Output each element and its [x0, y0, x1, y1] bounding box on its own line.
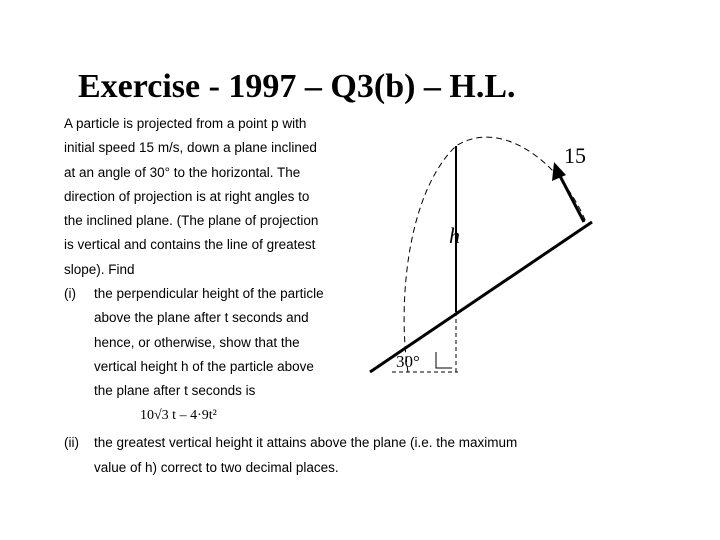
- intro-line-7: slope). Find: [64, 261, 135, 277]
- slide-title: Exercise - 1997 – Q3(b) – H.L.: [78, 68, 516, 105]
- intro-line-2: initial speed 15 m/s, down a plane inclined: [64, 140, 317, 156]
- part-i-label: (i): [64, 286, 76, 302]
- intro-line-3: at an angle of 30° to the horizontal. The: [64, 164, 301, 180]
- intro-line-5: the inclined plane. (The plane of projection: [64, 213, 319, 229]
- intro-line-4: direction of projection is at right angles to: [64, 188, 310, 204]
- intro-line-1: A particle is projected from a point p with: [64, 116, 307, 131]
- angle-label: 30°: [396, 352, 420, 371]
- part-ii-line-1: the greatest vertical height it attains above the plane (i.e. the maximum: [94, 435, 518, 450]
- part-i-line-3: hence, or otherwise, show that the: [94, 334, 300, 350]
- part-i-line-2: above the plane after t seconds and: [94, 310, 309, 326]
- intro-line-6: is vertical and contains the line of greatest: [64, 237, 316, 253]
- inclined-plane: [370, 222, 592, 372]
- part-ii-line-2: value of h) correct to two decimal places.: [94, 460, 339, 475]
- velocity-arrow-shaft: [560, 176, 584, 222]
- part-ii-label: (ii): [64, 435, 79, 450]
- part-i-line-4: vertical height h of the particle above: [94, 358, 314, 374]
- speed-label: 15: [564, 143, 586, 168]
- right-angle-marker: [436, 352, 452, 368]
- part-i-line-5: the plane after t seconds is: [94, 383, 256, 399]
- part-i-line-1: the perpendicular height of the particle: [94, 286, 324, 302]
- height-label: h: [449, 223, 460, 248]
- height-formula: 10√3 t – 4·9t²: [140, 407, 217, 423]
